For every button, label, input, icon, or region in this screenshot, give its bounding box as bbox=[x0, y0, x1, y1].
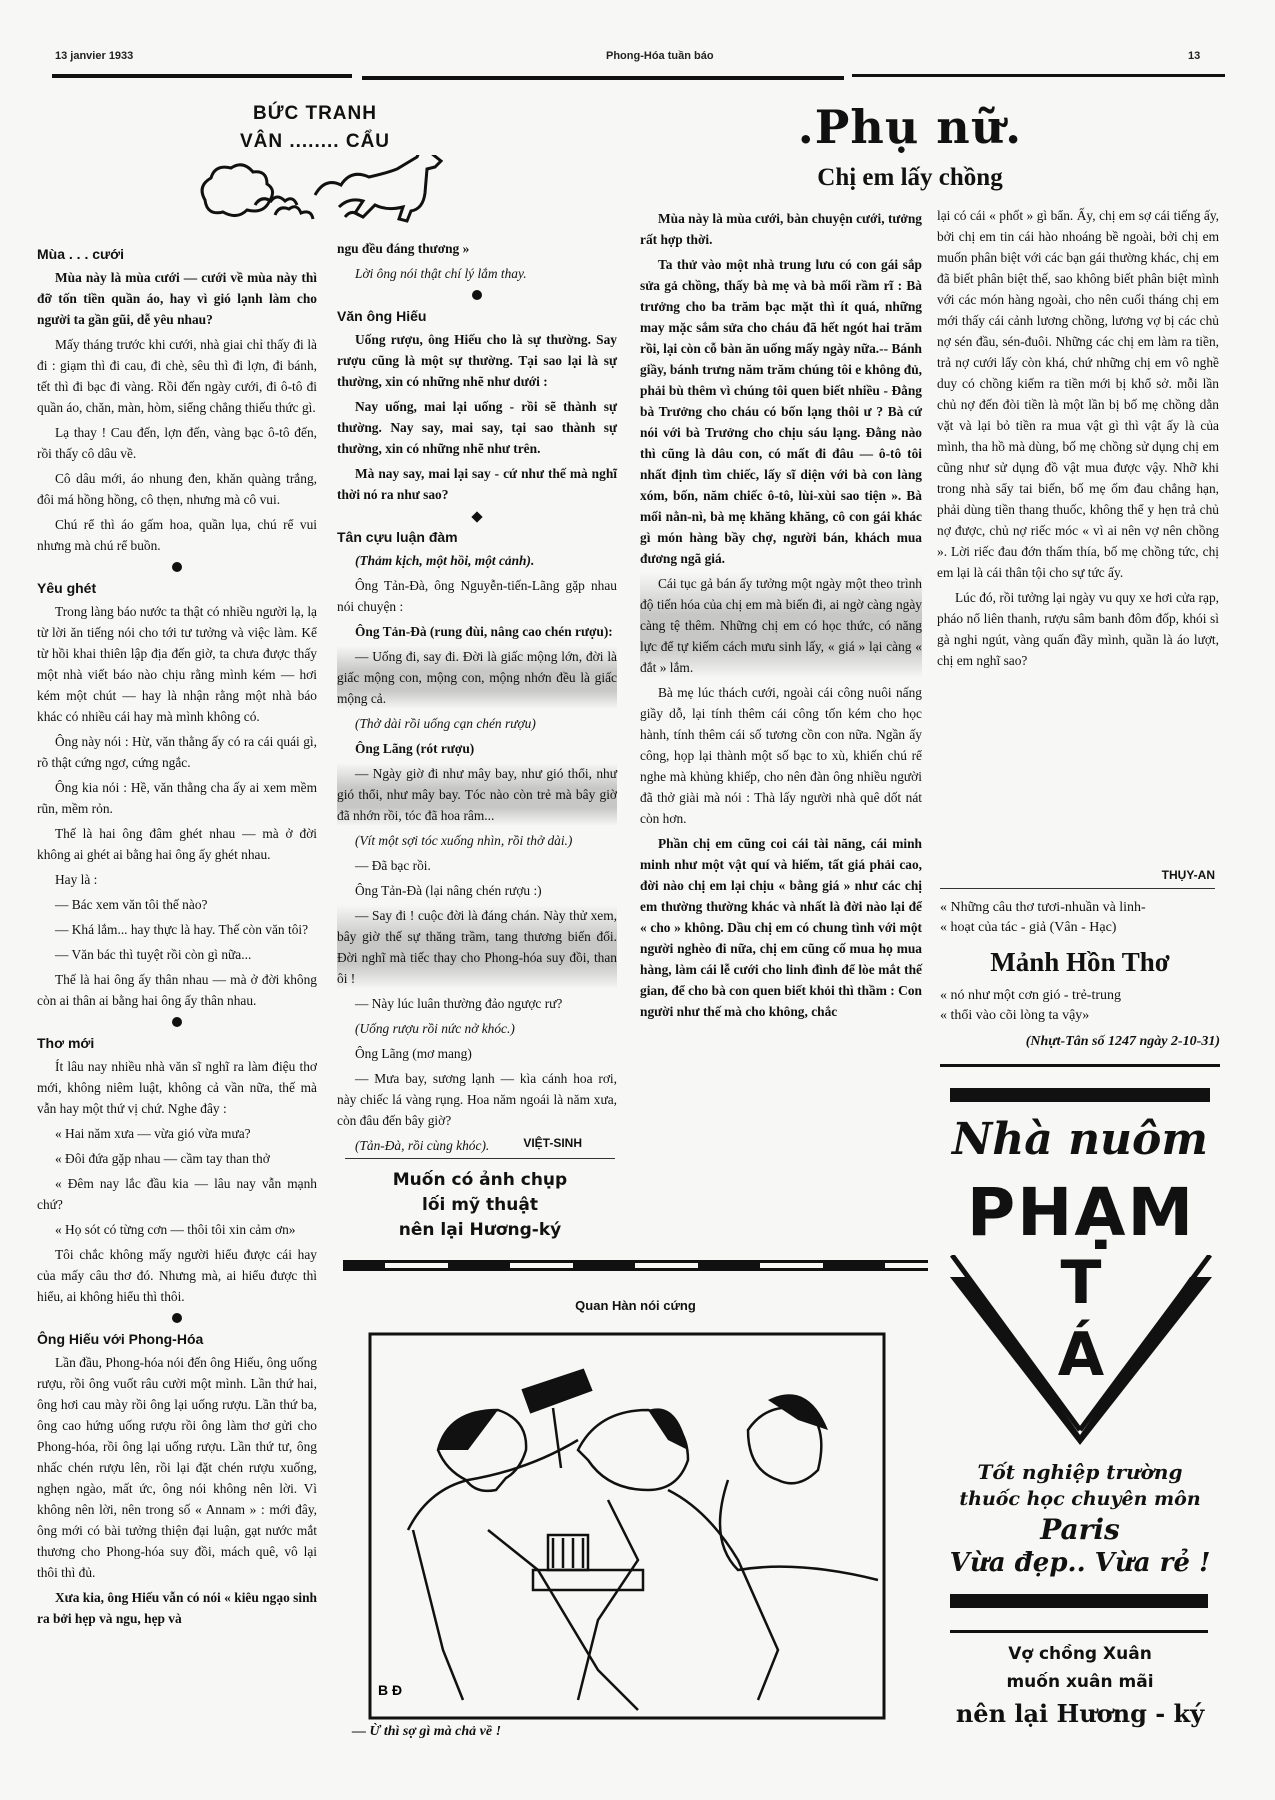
paragraph: Xưa kia, ông Hiếu vẫn có nói « kiêu ngạo sinh ra bởi hẹp và ngu, hẹp và bbox=[37, 1590, 317, 1626]
ad-line: nên lại Hương - ký bbox=[955, 1699, 1205, 1728]
paragraph: Lần đầu, Phong-hóa nói đến ông Hiếu, ông uống rượu, rồi ông vuốt râu cười một mình. Lần thứ hai, ông hơi cau mày rồi ông lại uống rượu. Lần thứ ba, ông cao hứng uống rượu rồi ông làm thơ gửi cho Phong-hóa, rồi ông lại uống rượu. Lần thứ tư, ông nhấc chén rượu lên, rồi lại đặt chén rượu xuống, nghẹn ngào, mất ức, ông nói không nên lời. Vì không nên lời, nên trong số « Annam » : mới đây, ông mới có bài tưởng thiện đại luận, gạt nước mắt thương cho Phong-hóa suy đồi, mách quê, vô lại thôi thì đủ. bbox=[37, 1355, 317, 1580]
byline-thuy-an: THỤY-AN bbox=[1161, 868, 1215, 882]
paragraph: Cái tục gả bán ấy tưởng một ngày một theo trình độ tiến hóa của chị em mà biến đi, ai ngờ càng ngày càng tệ thêm. Những chị em có học thức, có năng lực để tự kiếm cách mưu sinh lấy, « giá » lại càng « đắt » lắm. bbox=[640, 573, 922, 678]
column-header-line2: VÂN ........ CẨU bbox=[239, 131, 391, 152]
poem-line: « Đôi đứa gặp nhau — cầm tay than thở bbox=[55, 1151, 270, 1166]
huong-ky-photo-ad bbox=[345, 1168, 615, 1243]
paragraph: Ta thử vào một nhà trung lưu có con gái sắp sửa gả chồng, thấy bà mẹ và bà mối rầm rĩ : Bà trưởng cho ba trăm bạc mặt thì ít quá, những may mặc sắm sửa cho cháu đã hết ngót hai trăm rồi, lại còn cỗ bàn ăn uống mấy ngày nữa.-- Bánh giầy, bánh trưng năm trăm chúng tôi e không đủ, phải bù thêm vì chúng tôi quen biết nhiều - Đằng bà Trưởng cho cháu có bốn lạng thôi ư ? Bà cứ nói với bà Trưởng cho chịu sáu lạng. Đằng nào thì cũng là dâu con, có mất đi đâu — ô-tô tôi nhất định tìm chiếc, lấy sĩ diện với bà con làng xóm, bốn, năm chiếc ô-tô, lùi-xùi sao tiện ». Bà mối nằn-nì, bà mẹ khăng khăng, cô con gái khác gì món hàng bầy chợ, người bán, khách mua đương ngã giá. bbox=[640, 257, 922, 566]
dialogue: — Đã bạc rồi. bbox=[355, 858, 431, 873]
paragraph: Hay là : bbox=[55, 872, 98, 887]
paragraph: Trong làng báo nước ta thật có nhiều người lạ, lạ từ lời ăn tiếng nói cho tới tư tưởng và việc làm. Kể từ hồi khai thiên lập địa đến giờ, ta chưa được thấy một nhà viết báo nào chịu rằng mình kém — hơi kém một chút — hay là nhận rằng một nhà báo khác có nhiều cái hay mà mình không có. bbox=[37, 604, 317, 724]
divider bbox=[950, 1630, 1208, 1633]
manh-hon-tho-ad bbox=[940, 898, 1220, 1052]
paragraph: lại có cái « phốt » gì bẩn. Ấy, chị em sợ cái tiếng ấy, bởi chị em tin cái hào nhoáng bề ngoài, bởi chị em muốn phân biệt với các bạn gái thường khác, chị em đã biết phân biệt thế, sao không biết phân biệt mình với các món hàng ngoài, cho nên cuối tháng chị em mới thấy cái cảnh lương chồng, lương vợ bị các chủ nợ sén đầu, sén-đuôi. Những các chị em làm ra tiền, trả nợ cưới lấy còn khá, chứ những chị em vô nghề duy có chồng kiếm ra tiền mới bị khổ sở. mỗi lần chủ nợ đến đòi tiền là một lần bị bố mẹ chồng dằn vặt và lại bỏ tiền ra mua vật gì thì vật ấy là của mình, tha hồ mà dùng, bố mẹ chồng sử dụng chị em cũng như sử dụng đồ vật mua được vậy. Nhỡ khi trong nhà sẩy tai biến, bố mẹ ốm đau chẳng hạn, phải dùng tiền thang thuốc, không thể y hẹn trả chủ nợ được, chủ nợ riếc móc « vì ai nên vợ nên chồng ». Lời riếc đau đớn thấm thía, bố mẹ chồng tức, chị em lại là cái thân tội cho sự tức ấy. bbox=[937, 208, 1219, 580]
huong-ky-spring-ad bbox=[945, 1640, 1215, 1732]
quote-line: « thổi vào cõi lòng ta vậy» bbox=[940, 1008, 1090, 1023]
section-title: Văn ông Hiếu bbox=[337, 308, 427, 324]
stage-direction: (Thở dài rồi uống cạn chén rượu) bbox=[355, 716, 536, 731]
header-rule bbox=[52, 74, 352, 78]
book-title: Mảnh Hồn Thơ bbox=[990, 947, 1170, 977]
cartoon-three-figures-icon bbox=[368, 1330, 888, 1722]
paragraph: — Bác xem văn tôi thế nào? bbox=[55, 897, 208, 912]
ad-line: lối mỹ thuật bbox=[422, 1195, 538, 1215]
section-divider-dot bbox=[172, 1017, 182, 1027]
paragraph: Chú rể thì áo gấm hoa, quần lụa, chú rể vui nhưng mà chú rể buồn. bbox=[37, 517, 317, 553]
paragraph: Lúc đó, rồi tưởng lại ngày vu quy xe hơi cửa rạp, pháo nổ liên thanh, rượu sâm banh đôm đốp, khói sì gà nghi ngút, vàng quấn đầy mình, quần là áo lượt, chị em nghĩ sao? bbox=[937, 590, 1219, 668]
section-title: Ông Hiếu với Phong-Hóa bbox=[37, 1331, 204, 1347]
ad-city: Paris bbox=[1040, 1513, 1120, 1546]
paragraph: Lời ông nói thật chí lý lắm thay. bbox=[355, 266, 527, 281]
ad-line: muốn xuân mãi bbox=[1006, 1672, 1154, 1692]
section-title: Tân cựu luận đàm bbox=[337, 529, 458, 545]
paragraph: Mấy tháng trước khi cưới, nhà giai chỉ thấy đi là đi : giạm thì đi cau, đi chè, sêu thì đi lợn, đi bánh, tết thì đi bạc đi vàng. Rồi đến ngày cưới, đi ô-tô đi quần áo, chăn, màn, hòm, siểng chẳng thiếu thức gì. bbox=[37, 337, 317, 415]
paragraph: — Văn bác thì tuyệt rồi còn gì nữa... bbox=[55, 947, 252, 962]
paragraph: Ông này nói : Hừ, văn thằng ấy có ra cái quái gì, rõ thật cứng ngơ, cứng ngắc. bbox=[37, 734, 317, 770]
stage-direction: Ông Lãng (rót rượu) bbox=[355, 741, 475, 756]
feature-kicker: .Phụ nữ. bbox=[797, 100, 1023, 154]
poem-line: « Họ sót có từng cơn — thôi tôi xin cảm ơn» bbox=[55, 1222, 296, 1237]
header-rule bbox=[852, 74, 1225, 77]
ad-script-heading: Nhà nuôm bbox=[952, 1114, 1208, 1165]
ad-name-a: Á bbox=[1057, 1320, 1105, 1390]
ad-line: Muốn có ảnh chụp bbox=[392, 1170, 568, 1190]
ad-name-t: T bbox=[1060, 1248, 1102, 1318]
feature-headline: Chị em lấy chồng bbox=[817, 164, 1003, 191]
paragraph: Thế là hai ông ấy thân nhau — mà ở đời không còn ai thân ai bằng hai ông ấy thân nhau. bbox=[37, 972, 317, 1008]
cloud-and-dog-icon bbox=[195, 155, 465, 227]
quote-line: « Những câu thơ tươi-nhuần và linh- bbox=[940, 900, 1146, 915]
ad-tagline-1: Tốt nghiệp trường bbox=[977, 1460, 1183, 1484]
paragraph: Phần chị em cũng coi cái tài năng, cái minh minh như một vật quí và hiếm, tất giá phải cao, đời nào chị em lại chịu « bằng giá » như các chị em thường thường khác và nhất là đời nào lại để « cho » không. Dầu chị em có chung tình với một người nghèo đi nữa, chị em cũng cố mua họ mua hàng, làm cái lễ cưới cho linh đình để lòe mắt thế gian, để cho bà con quen biết khỏi thì thầm : Con người như thế mà cho không, chắc bbox=[640, 836, 922, 1019]
column-2 bbox=[337, 238, 617, 1160]
ad-slogan: Vừa đẹp.. Vừa rẻ ! bbox=[949, 1548, 1211, 1578]
paragraph: (Thảm kịch, một hồi, một cảnh). bbox=[355, 553, 535, 568]
paragraph: Mùa này là mùa cưới, bàn chuyện cưới, tưởng rất hợp thời. bbox=[640, 211, 922, 247]
dialogue: — Ngày giờ đi như mây bay, như gió thổi, như gió thổi, như mây bay. Tóc nào còn trẻ mà bây giờ đã nhớn rồi, tóc đã hoa râm... bbox=[337, 763, 617, 826]
byline-viet-sinh: VIỆT-SINH bbox=[523, 1136, 582, 1150]
section-title: Mùa . . . cưới bbox=[37, 246, 124, 262]
paragraph: Mà nay say, mai lại say - cứ như thế mà nghĩ thời nó ra như sao? bbox=[337, 466, 617, 502]
paragraph: Ông kia nói : Hề, văn thằng cha ấy ai xem mềm rũn, mềm rỏn. bbox=[37, 780, 317, 816]
quote-line: « nó như một cơn gió - trẻ-trung bbox=[940, 988, 1122, 1003]
paragraph: ngu đều đáng thương » bbox=[337, 241, 470, 256]
issue-date: 13 janvier 1933 bbox=[55, 50, 134, 62]
paragraph: — Khá lắm... hay thực là hay. Thế còn văn tôi? bbox=[55, 922, 309, 937]
quote-line: « hoạt của tác - giả (Vân - Hạc) bbox=[940, 920, 1117, 935]
paragraph: Nay uống, mai lại uống - rồi sẽ thành sự thường. Nay say, mai say, tại sao thành sự thường, xin có những nhẽ như trên. bbox=[337, 399, 617, 456]
paragraph: Thế là hai ông đâm ghét nhau — mà ở đời không ai ghét ai bằng hai ông ấy ghét nhau. bbox=[37, 826, 317, 862]
section-divider-dot bbox=[472, 290, 482, 300]
dialogue: — Say đi ! cuộc đời là đáng chán. Này thử xem, bây giờ thế sự thăng trầm, tang thương biến đổi. Đời nghĩ mà tiếc thay cho Phong-hóa suy đồi, than ôi ! bbox=[337, 905, 617, 989]
divider bbox=[345, 1158, 615, 1159]
divider bbox=[940, 888, 1215, 889]
stage-direction: Ông Tản-Đà (rung đùi, nâng cao chén rượu): bbox=[355, 624, 613, 639]
column-header bbox=[195, 100, 435, 156]
quote-source: (Nhựt-Tân số 1247 ngày 2-10-31) bbox=[1025, 1034, 1220, 1049]
ad-line: nên lại Hương-ký bbox=[398, 1220, 562, 1240]
ad-bottom-bar bbox=[950, 1594, 1208, 1608]
column-1 bbox=[37, 238, 317, 1633]
checkered-rule bbox=[343, 1258, 928, 1274]
dialogue: — Uống đi, say đi. Đời là giấc mộng lớn, đời là giấc mộng con, mộng con, mộng nhớn đều là giấc mộng cả. bbox=[337, 646, 617, 709]
ad-line: Vợ chồng Xuân bbox=[1008, 1644, 1152, 1664]
cartoon-artist-mark: B Đ bbox=[378, 1682, 403, 1698]
divider bbox=[940, 1064, 1220, 1067]
paper-name: Phong-Hóa tuần báo bbox=[606, 50, 714, 62]
section-title: Thơ mới bbox=[37, 1035, 95, 1051]
paragraph: Uống rượu, ông Hiếu cho là sự thường. Say rượu cũng là một sự thường. Tại sao lại là sự thường, xin có những nhẽ như dưới : bbox=[337, 332, 617, 389]
ad-name-pham: PHẠM bbox=[966, 1174, 1196, 1251]
dialogue: — Này lúc luân thường đảo ngược rư? bbox=[355, 996, 563, 1011]
cartoon-caption: — Ừ thì sợ gì mà chả về ! bbox=[352, 1724, 502, 1739]
paragraph: Ít lâu nay nhiều nhà văn sĩ nghĩ ra làm điệu thơ mới, không niêm luật, không cả vần nữa, thế mà vẫn hay một thứ vị chứ. Nghe đây : bbox=[37, 1059, 317, 1116]
stage-direction: Ông Tản-Đà (lại nâng chén rượu :) bbox=[355, 883, 542, 898]
page-number: 13 bbox=[1188, 50, 1201, 62]
header-rule bbox=[362, 76, 844, 80]
paragraph: Mùa này là mùa cưới — cưới về mùa này thì đỡ tốn tiền quần áo, hay vì gió lạnh làm cho người ta gần gũi, dễ yêu nhau? bbox=[37, 270, 317, 327]
poem-line: « Hai năm xưa — vừa gió vừa mưa? bbox=[55, 1126, 251, 1141]
stage-direction: (Uống rượu rồi nức nở khóc.) bbox=[355, 1021, 515, 1036]
column-3 bbox=[640, 208, 922, 1026]
section-title: Yêu ghét bbox=[37, 580, 97, 596]
stage-direction: (Vít một sợi tóc xuống nhìn, rồi thở dài.) bbox=[355, 833, 573, 848]
section-divider-dot bbox=[172, 1313, 182, 1323]
dialogue: — Mưa bay, sương lạnh — kìa cánh hoa rơi, này chiếc lá vàng rụng. Hoa năm ngoái là năm xưa, còn đâu đến bây giờ? bbox=[337, 1071, 617, 1128]
paragraph: Bà mẹ lúc thách cưới, ngoài cái công nuôi nấng giầy dỗ, lại tính thêm cái công tốn kém cho học hành, tính thêm cái số tương cồn con nữa. Ngần ấy công, họp lại thành một số bạc to xù, khiến chú rể nghe mà khủng khiếp, cho nên đàn ông nhiều người đã thở giài mà nói : Thà lấy người nhà quê dốt nát còn hơn. bbox=[640, 685, 922, 826]
stage-direction: (Tản-Đà, rồi cùng khóc). bbox=[355, 1138, 490, 1153]
paragraph: Cô dâu mới, áo nhung đen, khăn quàng trắng, đôi má hồng hồng, cô thẹn, nhưng mà cô vui. bbox=[37, 471, 317, 507]
paragraph: Lạ thay ! Cau đến, lợn đến, vàng bạc ô-tô đến, rồi thấy cô dâu về. bbox=[37, 425, 317, 461]
poem-line: « Đêm nay lắc đầu kia — lâu nay vẫn mạnh chứ? bbox=[37, 1176, 317, 1212]
ad-tagline-2: thuốc học chuyên môn bbox=[959, 1488, 1201, 1510]
stage-direction: Ông Lãng (mơ mang) bbox=[355, 1046, 472, 1061]
column-4 bbox=[937, 205, 1219, 675]
paragraph: Tôi chắc không mấy người hiểu được cái hay của mấy câu thơ đó. Nhưng mà, ai hiểu được thì hiểu, ai không hiểu thì thôi. bbox=[37, 1247, 317, 1304]
paragraph: Ông Tản-Đà, ông Nguyễn-tiến-Lãng gặp nhau nói chuyện : bbox=[337, 578, 617, 614]
column-header-line1: BỨC TRANH bbox=[253, 103, 377, 124]
ad-top-bar bbox=[950, 1088, 1210, 1102]
cartoon-title: Quan Hàn nói cứng bbox=[575, 1298, 696, 1313]
section-divider-diamond bbox=[471, 511, 482, 522]
section-divider-dot bbox=[172, 562, 182, 572]
